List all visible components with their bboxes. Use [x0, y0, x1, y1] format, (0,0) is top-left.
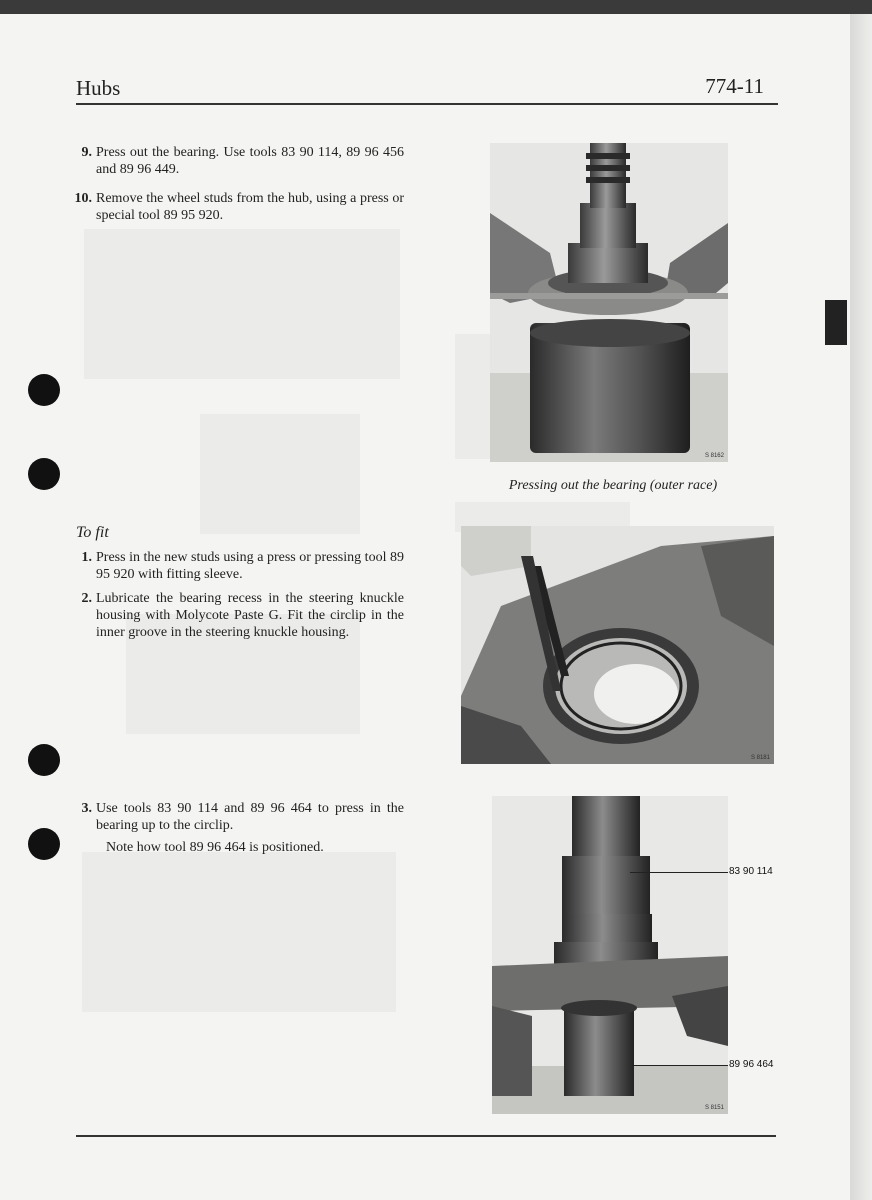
- step-number: 2.: [81, 591, 92, 606]
- step-number: 9.: [81, 145, 92, 160]
- binder-hole: [28, 458, 60, 490]
- tool-position-note: Note how tool 89 96 464 is positioned.: [106, 840, 324, 855]
- leader-line: [632, 1065, 728, 1066]
- step-text: Remove the wheel studs from the hub, using a press or special tool 89 95 920.: [96, 191, 404, 223]
- step-text: Press in the new studs using a press or pressing tool 89 95 920 with fitting sleeve.: [96, 550, 404, 582]
- leader-line: [630, 872, 728, 873]
- bleed-through-block: [455, 334, 495, 459]
- section-title: Hubs: [76, 76, 121, 100]
- document-page: [0, 14, 858, 1200]
- tool-label-89-96-464: 89 96 464: [729, 1059, 774, 1070]
- figure-press-out-bearing: [490, 143, 728, 462]
- step-text: Lubricate the bearing recess in the steering knuckle housing with Molycote Paste G. Fit the circlip in the inner groove in the steering knuckle housing.: [96, 591, 404, 640]
- step-number: 10.: [74, 191, 92, 206]
- tool-label-83-90-114: 83 90 114: [729, 866, 773, 877]
- fit-step-1: [66, 549, 406, 585]
- step-number: 3.: [81, 801, 92, 816]
- figure-caption: Pressing out the bearing (outer race): [508, 478, 718, 493]
- step-text: Press out the bearing. Use tools 83 90 114, 89 96 456 and 89 96 449.: [96, 145, 404, 177]
- press-out-illustration: [490, 143, 728, 462]
- bleed-through-block: [82, 852, 396, 1012]
- press-in-illustration: [492, 796, 728, 1114]
- binder-hole: [28, 744, 60, 776]
- to-fit-heading: To fit: [76, 524, 109, 541]
- section-tab-marker: [825, 300, 847, 345]
- binder-hole: [28, 374, 60, 406]
- figure-ref: S 8181: [750, 755, 770, 761]
- bleed-through-block: [84, 229, 400, 379]
- bleed-through-block: [200, 414, 360, 534]
- fit-step-2: [66, 590, 406, 660]
- step-9: [66, 144, 406, 180]
- figure-circlip: [461, 526, 774, 764]
- page-edge: [850, 14, 872, 1200]
- header-rule: [76, 103, 778, 105]
- step-text: Use tools 83 90 114 and 89 96 464 to press in the bearing up to the circlip.: [96, 801, 404, 833]
- footer-rule: [76, 1135, 776, 1137]
- binder-hole: [28, 828, 60, 860]
- figure-ref: S 8162: [704, 453, 724, 459]
- step-number: 1.: [81, 550, 92, 565]
- step-10: [66, 190, 406, 226]
- fit-step-3: [66, 800, 406, 836]
- figure-ref: S 8151: [704, 1105, 724, 1111]
- figure-press-in-bearing: [492, 796, 728, 1114]
- page-number: 774-11: [705, 74, 764, 98]
- circlip-illustration: [461, 526, 774, 764]
